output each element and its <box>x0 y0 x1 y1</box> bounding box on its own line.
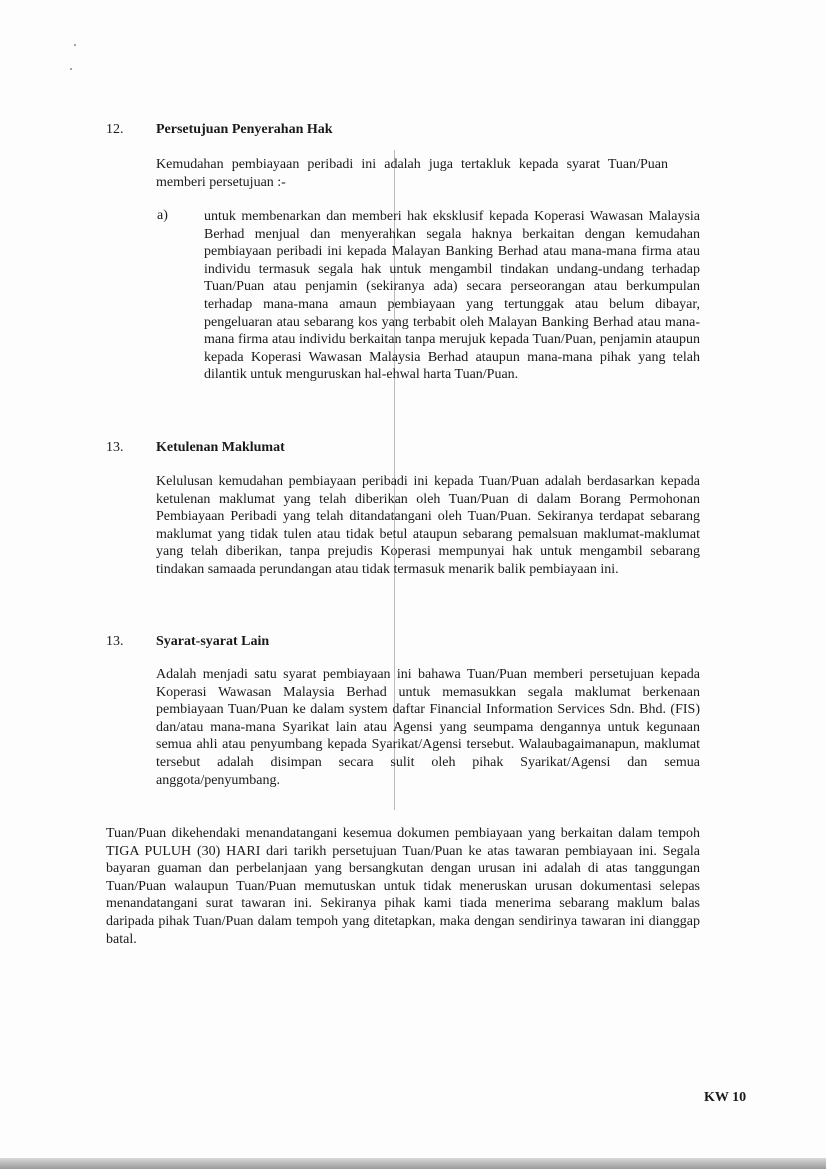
section-number: 13. <box>106 440 124 455</box>
closing-paragraph: Tuan/Puan dikehendaki menandatangani kesemua dokumen pembiayaan yang berkaitan dalam tempoh TIGA PULUH (30) HARI dari tarikh persetujuan Tuan/Puan ke atas tawaran pembiayaan ini. Segala bayaran guaman dan perbelanjaan yang bersangkutan dengan urusan ini adalah di atas tanggungan Tuan/Puan walaupun Tuan/Puan memutuskan untuk tidak meneruskan urusan dokumentasi selepas menandatangani surat tawaran ini. Sekiranya pihak kami tiada menerima sebarang maklum balas daripada pihak Tuan/Puan dalam tempoh yang ditetapkan, maka dengan sendirinya tawaran ini dianggap batal. <box>106 826 700 947</box>
list-item-text: untuk membenarkan dan memberi hak eksklusif kepada Koperasi Wawasan Malaysia Berhad menjual dan menyerahkan segala haknya berkaitan dengan kemudahan pembiayaan peribadi ini kepada Malayan Banking Berhad atau mana-mana firma atau individu termasuk segala hak untuk mengambil tindakan undang-undang terhadap Tuan/Puan atau penjamin (sekiranya ada) secara perseorangan atau berkumpulan terhadap mana-mana amaun pembiayaan yang tertunggak atau belum dibayar, pengeluaran atau sebarang kos yang terbabit oleh Malayan Banking Berhad atau mana-mana firma atau individu berkaitan tanpa merujuk kepada Tuan/Puan, penjamin ataupun kepada Koperasi Wawasan Malaysia Berhad ataupun mana-mana pihak yang telah dilantik untuk menguruskan hal-ehwal harta Tuan/Puan. <box>204 209 700 383</box>
page-code: KW 10 <box>704 1090 747 1105</box>
section-number: 13. <box>106 634 124 649</box>
scan-bottom-edge <box>0 1158 826 1169</box>
section-title: Ketulenan Maklumat <box>156 440 285 455</box>
list-item-label: a) <box>157 208 168 223</box>
section-body: Kelulusan kemudahan pembiayaan peribadi ini kepada Tuan/Puan adalah berdasarkan kepada ketulenan maklumat yang telah diberikan oleh Tuan/Puan di dalam Borang Permohonan Pembiayaan Peribadi yang telah ditandatangani oleh Tuan/Puan. Sekiranya terdapat sebarang maklumat yang tidak tulen atau tidak betul ataupun sebarang pemalsuan maklumat-maklumat yang telah diberikan, tanpa prejudis Koperasi mempunyai hak untuk mengambil sebarang tindakan samaada perundangan atau tidak termasuk menarik balik pembiayaan ini. <box>156 474 700 577</box>
section-body: Adalah menjadi satu syarat pembiayaan ini bahawa Tuan/Puan memberi persetujuan kepada Koperasi Wawasan Malaysia Berhad untuk memasukkan segala maklumat berkenaan pembiayaan Tuan/Puan ke dalam system daftar Financial Information Services Sdn. Bhd. (FIS) dan/atau mana-mana Syarikat lain atau Agensi yang seumpama dengannya untuk kegunaan semua ahli atau penyumbang kepada Syarikat/Agensi tersebut. Walaubagaimanapun, maklumat tersebut adalah disimpan secara sulit oleh pihak Syarikat/Agensi dan semua anggota/penyumbang. <box>156 667 700 788</box>
section-title: Persetujuan Penyerahan Hak <box>156 122 333 137</box>
scan-speck <box>74 44 76 46</box>
section-title: Syarat-syarat Lain <box>156 634 270 649</box>
section-number: 12. <box>106 122 124 137</box>
section-intro: Kemudahan pembiayaan peribadi ini adalah juga tertakluk kepada syarat Tuan/Puan memberi persetujuan :- <box>156 157 668 190</box>
scan-speck <box>70 68 72 70</box>
